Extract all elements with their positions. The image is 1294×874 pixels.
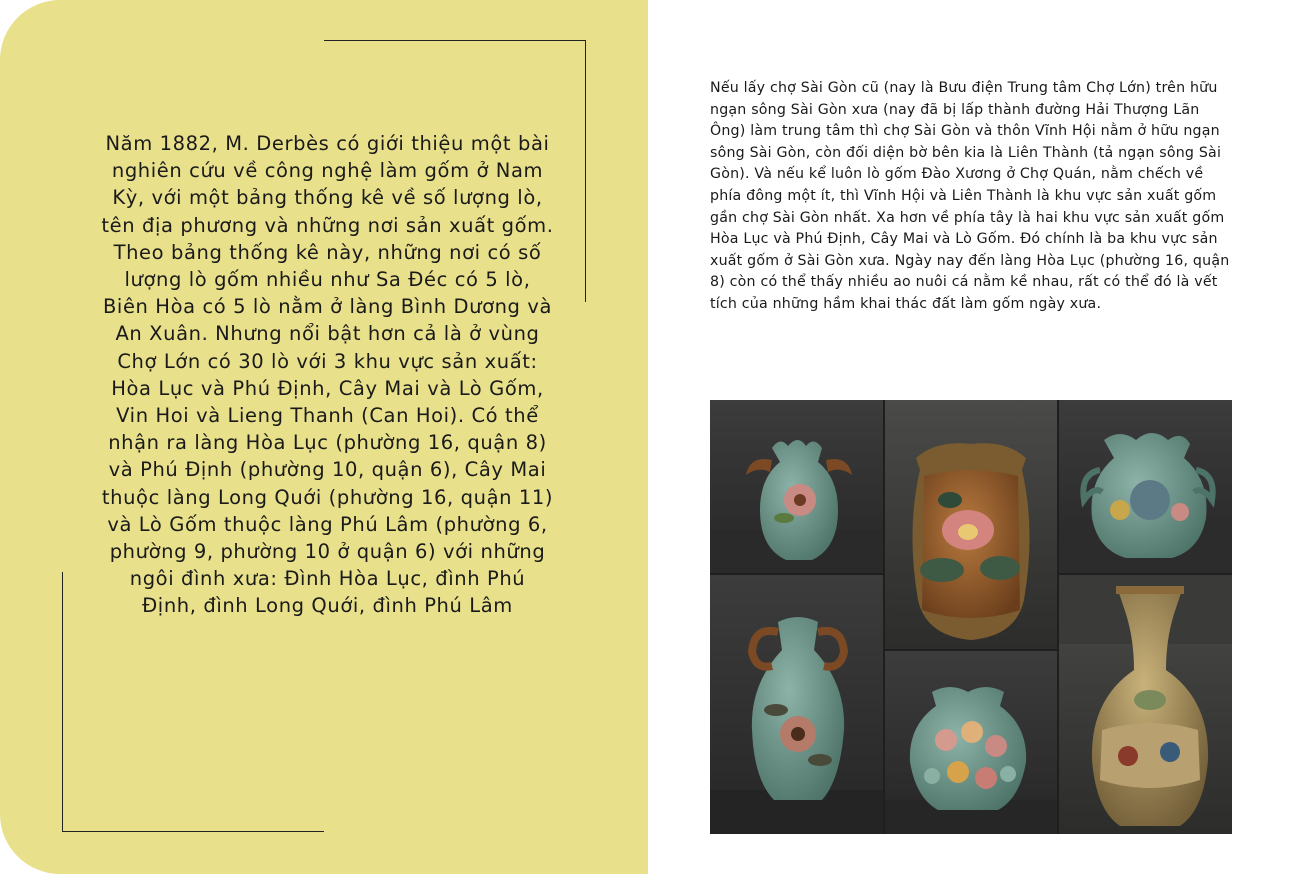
photo-fortune-jar xyxy=(1058,400,1232,574)
frame-line-left xyxy=(62,572,63,832)
ceramics-photo-grid xyxy=(710,400,1232,834)
photo-lotus-jar xyxy=(884,400,1058,650)
frame-line-bottom xyxy=(62,831,324,832)
photo-tall-vase-flower xyxy=(710,574,884,834)
left-paragraph: Năm 1882, M. Derbès có giới thiệu một bài nghiên cứu về công nghệ làm gốm ở Nam Kỳ, với một bảng thống kê về số lượng lò, tên địa phương và những nơi sản xuất gốm. Theo bảng thống kê này, những nơi có số lượng lò gốm nhiều như Sa Đéc có 5 lò, Biên Hòa có 5 lò nằm ở làng Bình Dương và An Xuân. Nhưng nổi bật hơn cả là ở vùng Chợ Lớn có 30 lò với 3 khu vực sản xuất: Hòa Lục và Phú Định, Cây Mai và Lò Gốm, Vin Hoi và Lieng Thanh (Can Hoi). Có thể nhận ra làng Hòa Lục (phường 16, quận 8) và Phú Định (phường 10, quận 6), Cây Mai thuộc làng Long Quới (phường 16, quận 11) và Lò Gốm thuộc làng Phú Lâm (phường 6, phường 9, phường 10 ở quận 6) với những ngôi đình xưa: Đình Hòa Lục, đình Phú Định, đình Long Quới, đình Phú Lâm xyxy=(101,132,554,618)
photo-flower-pot xyxy=(884,650,1058,834)
right-paragraph: Nếu lấy chợ Sài Gòn cũ (nay là Bưu điện Trung tâm Chợ Lớn) trên hữu ngạn sông Sài Gòn xưa (nay đã bị lấp thành đường Hải Thượng Lãn Ông) làm trung tâm thì chợ Sài Gòn và thôn Vĩnh Hội nằm ở hữu ngạn sông Sài Gòn, còn đối diện bờ bên kia là Liên Thành (tả ngạn sông Sài Gòn). Và nếu kể luôn lò gốm Đào Xương ở Chợ Quán, nằm chếch về phía đông một ít, thì Vĩnh Hội và Liên Thành là khu vực sản xuất gốm gần chợ Sài Gòn nhất. Xa hơn về phía tây là hai khu vực sản xuất gốm Hòa Lục và Phú Định, Cây Mai và Lò Gốm. Đó chính là ba khu vực sản xuất gốm ở Sài Gòn xưa. Ngày nay đến làng Hòa Lục (phường 16, quận 8) còn có thể thấy nhiều ao nuôi cá nằm kề nhau, rất có thể đó là vết tích của những hầm khai thác đất làm gốm ngày xưa. xyxy=(710,80,1230,312)
ceramics-photo-collage xyxy=(710,400,1232,834)
frame-line-right xyxy=(585,40,586,302)
photo-vase-handles-flower xyxy=(710,400,884,574)
frame-line-top xyxy=(324,40,586,41)
photo-tall-figure-vase xyxy=(1058,574,1232,834)
